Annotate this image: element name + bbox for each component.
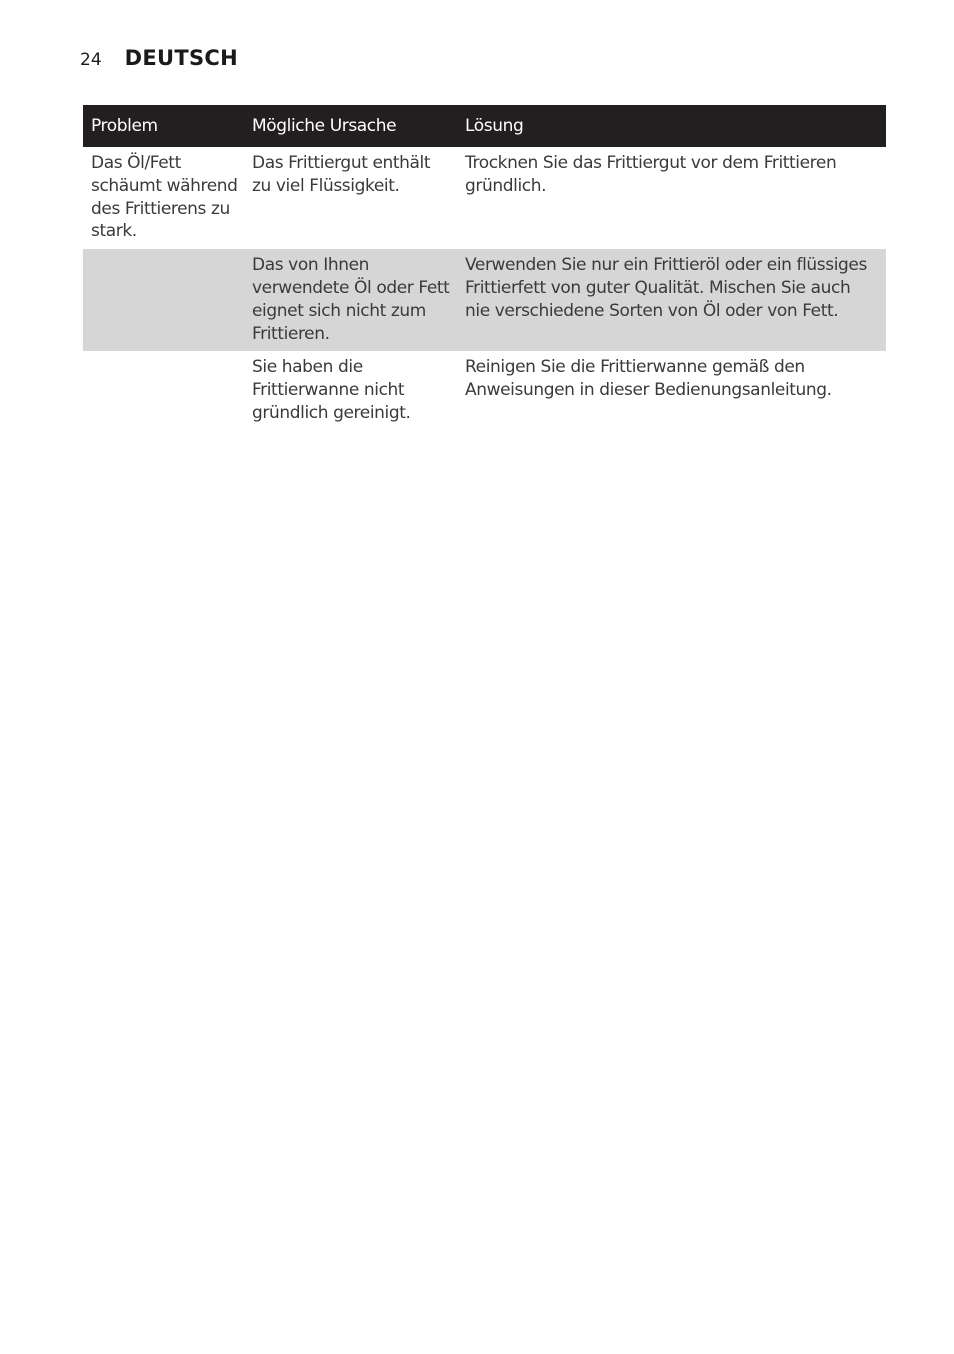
column-header-solution: Lösung bbox=[457, 105, 886, 147]
cell-problem bbox=[83, 249, 244, 351]
table-header-row bbox=[83, 105, 886, 147]
column-header-problem: Problem bbox=[83, 105, 244, 147]
cell-cause: Das Frittiergut enthält zu viel Flüssigkeit. bbox=[252, 153, 431, 196]
cell-cause: Das von Ihnen verwendete Öl oder Fett eignet sich nicht zum Frittieren. bbox=[244, 249, 457, 351]
troubleshooting-table bbox=[83, 105, 886, 431]
cell-solution: Reinigen Sie die Frittierwanne gemäß den Anweisungen in dieser Bedienungsanleitung. bbox=[465, 357, 832, 401]
page-language-heading: DEUTSCH bbox=[124, 46, 239, 70]
table-row bbox=[83, 249, 886, 351]
page-number: 24 bbox=[80, 50, 102, 70]
cell-problem bbox=[83, 351, 244, 430]
column-header-cause: Mögliche Ursache bbox=[244, 105, 457, 147]
cell-solution: Verwenden Sie nur ein Frittieröl oder ein flüssiges Frittierfett von guter Qualität. Mischen Sie auch nie verschiedene Sorten von Öl oder von Fett. bbox=[457, 249, 886, 351]
table-row bbox=[83, 147, 886, 249]
cell-cause: Sie haben die Frittierwanne nicht gründlich gereinigt. bbox=[252, 357, 411, 423]
table-row bbox=[83, 351, 886, 430]
cell-solution: Trocknen Sie das Frittiergut vor dem Frittieren gründlich. bbox=[465, 153, 837, 196]
cell-problem: Das Öl/Fett schäumt während des Frittierens zu stark. bbox=[91, 153, 238, 242]
page-header bbox=[80, 46, 238, 70]
